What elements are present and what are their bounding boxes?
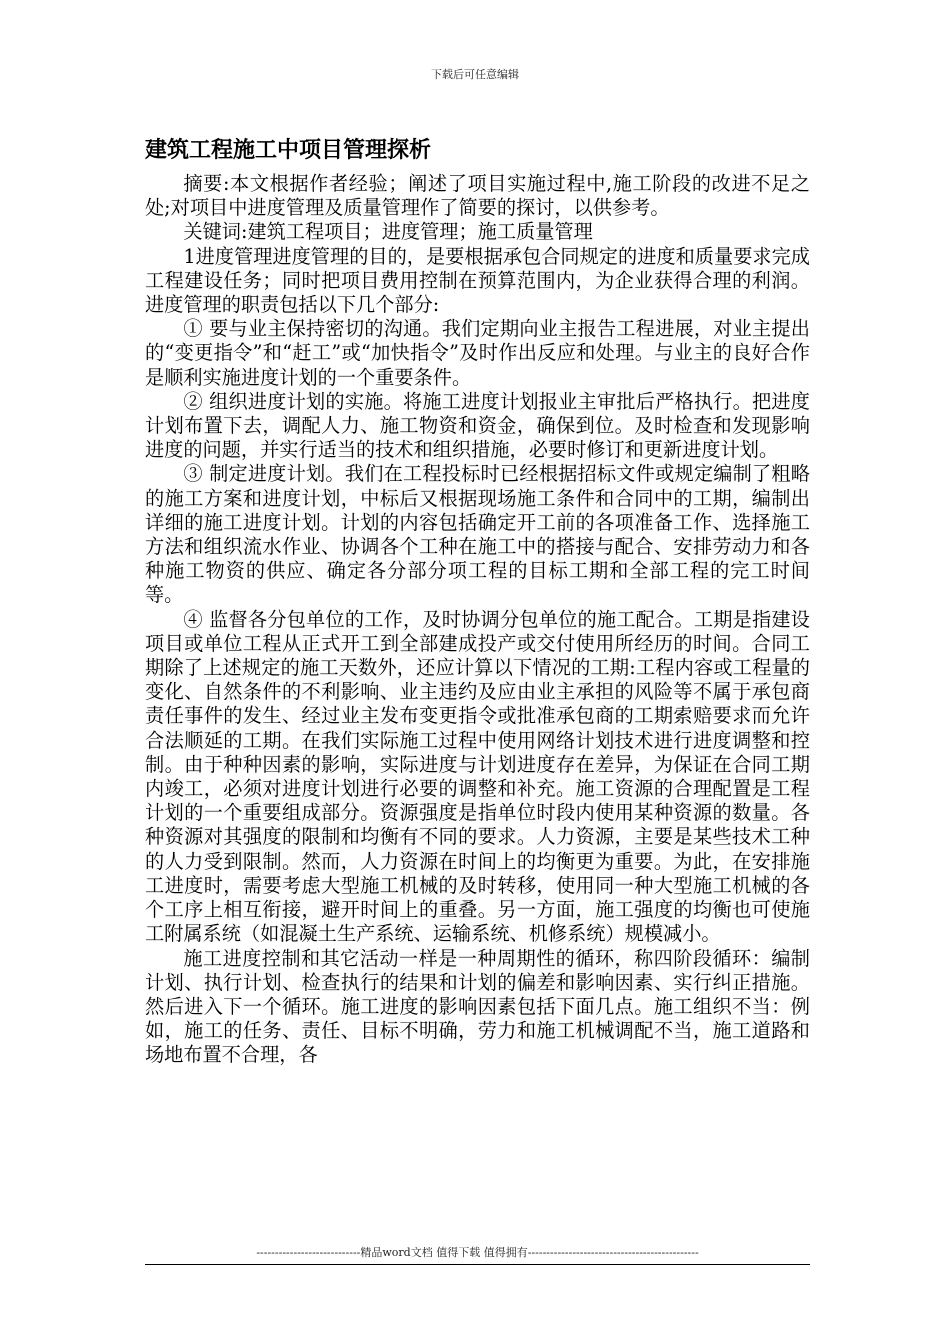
page-footer: ----------------------------精品word文档 值得下载 值得拥有---------------------------------------------- bbox=[145, 1244, 810, 1265]
page-header: 下载后可任意编辑 bbox=[431, 68, 519, 81]
abstract-paragraph: 摘要:本文根据作者经验；阐述了项目实施过程中,施工阶段的改进不足之处;对项目中进度管理及质量管理作了简要的探讨，以供参考。 bbox=[145, 172, 810, 220]
item-2-paragraph: ② 组织进度计划的实施。将施工进度计划报业主审批后严格执行。把进度计划布置下去，调配人力、施工物资和资金，确保到位。及时检查和发现影响进度的问题，并实行适当的技术和组织措施，必要时修订和更新进度计划。 bbox=[145, 389, 810, 462]
item-3-paragraph: ③ 制定进度计划。我们在工程投标时已经根据招标文件或规定编制了粗略的施工方案和进度计划，中标后又根据现场施工条件和合同中的工期，编制出详细的施工进度计划。计划的内容包括确定开工前的各项准备工作、选择施工方法和组织流水作业、协调各个工种在施工中的搭接与配合、安排劳动力和各种施工物资的供应、确定各分部分项工程的目标工期和全部工程的完工时间等。 bbox=[145, 462, 810, 607]
progress-control-paragraph: 施工进度控制和其它活动一样是一种周期性的循环，称四阶段循环：编制计划、执行计划、检查执行的结果和计划的偏差和影响因素、实行纠正措施。然后进入下一个循环。施工进度的影响因素包括下面几点。施工组织不当：例如，施工的任务、责任、目标不明确，劳力和施工机械调配不当，施工道路和场地布置不合理，各 bbox=[145, 946, 810, 1067]
item-1-paragraph: ① 要与业主保持密切的沟通。我们定期向业主报告工程进展，对业主提出的“变更指令”和“赶工”或“加快指令”及时作出反应和处理。与业主的良好合作是顺利实施进度计划的一个重要条件。 bbox=[145, 317, 810, 389]
item-4-paragraph: ④ 监督各分包单位的工作，及时协调分包单位的施工配合。工期是指建设项目或单位工程从正式开工到全部建成投产或交付使用所经历的时间。合同工期除了上述规定的施工天数外，还应计算以下情况的工期:工程内容或工程量的变化、自然条件的不利影响、业主违约及应由业主承担的风险等不属于承包商责任事件的发生、经过业主发布变更指令或批准承包商的工期索赔要求而允许合法顺延的工期。在我们实际施工过程中使用网络计划技术进行进度调整和控制。由于种种因素的影响，实际进度与计划进度存在差异，为保证在合同工期内竣工，必须对进度计划进行必要的调整和补充。施工资源的合理配置是工程计划的一个重要组成部分。资源强度是指单位时段内使用某种资源的数量。各种资源对其强度的限制和均衡有不同的要求。人力资源，主要是某些技术工种的人力受到限制。然而，人力资源在时间上的均衡更为重要。为此，在安排施工进度时，需要考虑大型施工机械的及时转移，使用同一种大型施工机械的各个工序上相互衔接，避开时间上的重叠。另一方面，施工强度的均衡也可使施工附属系统（如混凝土生产系统、运输系统、机修系统）规模减小。 bbox=[145, 607, 810, 946]
section-1-paragraph: 1进度管理进度管理的目的，是要根据承包合同规定的进度和质量要求完成工程建设任务；同时把项目费用控制在预算范围内，为企业获得合理的利润。进度管理的职责包括以下几个部分: bbox=[145, 244, 810, 317]
keywords-paragraph: 关键词:建筑工程项目；进度管理；施工质量管理 bbox=[183, 220, 593, 244]
document-body bbox=[145, 134, 810, 1068]
document-title: 建筑工程施工中项目管理探析 bbox=[145, 137, 432, 163]
